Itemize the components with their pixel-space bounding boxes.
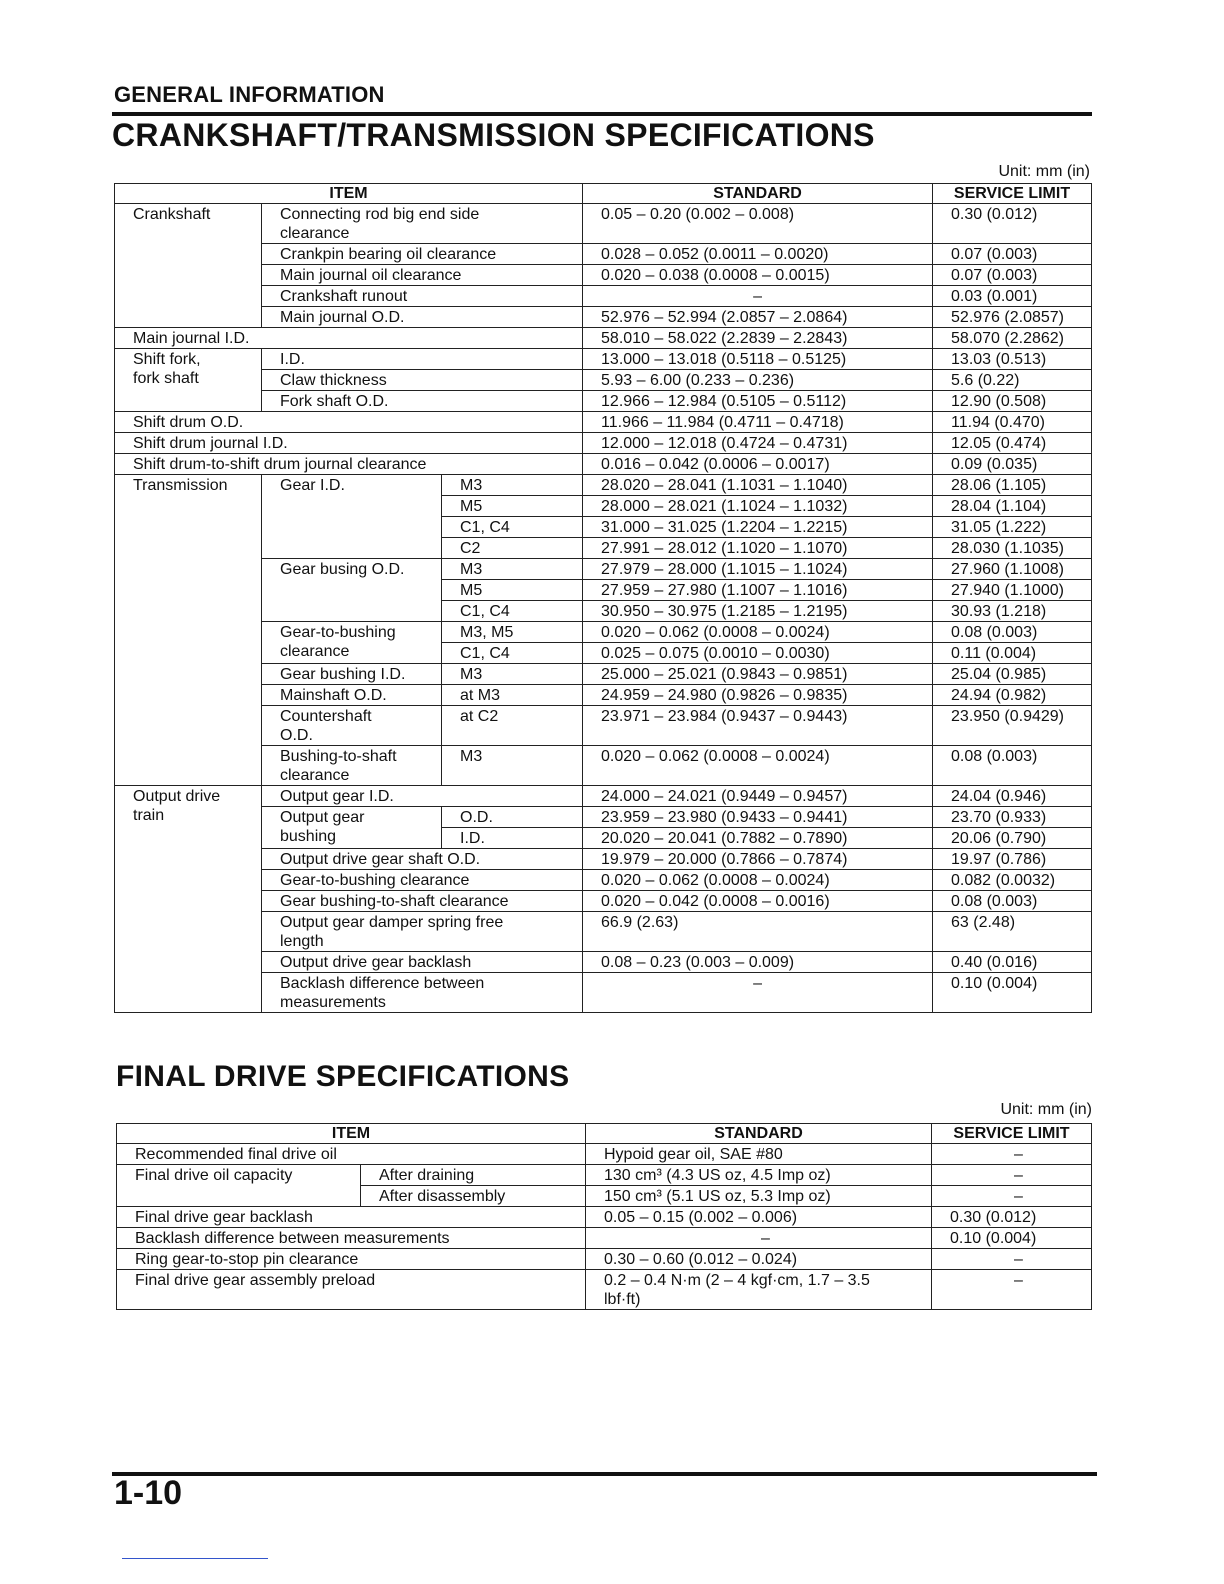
- table-row: [115, 244, 1092, 265]
- limit-cell: 24.94 (0.982): [933, 685, 1092, 706]
- item-cell: Main journal O.D.: [262, 307, 583, 328]
- limit-cell: 5.6 (0.22): [933, 370, 1092, 391]
- item-cell: Gear bushing I.D.: [262, 664, 442, 685]
- limit-cell: –: [932, 1165, 1092, 1186]
- standard-cell: 28.020 – 28.041 (1.1031 – 1.1040): [583, 475, 933, 496]
- item-cell: Final drive gear backlash: [117, 1207, 586, 1228]
- standard-cell: 0.05 – 0.15 (0.002 – 0.006): [586, 1207, 932, 1228]
- crankshaft-transmission-table: [114, 183, 1092, 1013]
- standard-cell: 0.028 – 0.052 (0.0011 – 0.0020): [583, 244, 933, 265]
- standard-cell: 0.2 – 0.4 N·m (2 – 4 kgf·cm, 1.7 – 3.5 lbf·ft): [586, 1270, 932, 1310]
- limit-cell: 12.05 (0.474): [933, 433, 1092, 454]
- table-row: [115, 307, 1092, 328]
- sub-item-cell: C1, C4: [442, 643, 583, 664]
- item-cell: I.D.: [262, 349, 583, 370]
- table-row: [115, 475, 1092, 496]
- standard-cell: 0.020 – 0.062 (0.0008 – 0.0024): [583, 746, 933, 786]
- standard-cell: Hypoid gear oil, SAE #80: [586, 1144, 932, 1165]
- unit-note: Unit: mm (in): [998, 163, 1090, 180]
- sub-item-cell: M5: [442, 496, 583, 517]
- standard-cell: 24.000 – 24.021 (0.9449 – 0.9457): [583, 786, 933, 807]
- item-cell: Gear-to-bushing clearance: [262, 622, 442, 664]
- standard-cell: 0.08 – 0.23 (0.003 – 0.009): [583, 952, 933, 973]
- table-row: [115, 849, 1092, 870]
- item-cell: Backlash difference between measurements: [117, 1228, 586, 1249]
- item-cell: Output drive gear backlash: [262, 952, 583, 973]
- limit-cell: 24.04 (0.946): [933, 786, 1092, 807]
- standard-cell: –: [586, 1228, 932, 1249]
- limit-cell: 30.93 (1.218): [933, 601, 1092, 622]
- group-label: Shift drum O.D.: [115, 412, 583, 433]
- table-row: [115, 370, 1092, 391]
- sub-item-cell: M3: [442, 664, 583, 685]
- limit-cell: 23.950 (0.9429): [933, 706, 1092, 746]
- item-cell: Gear I.D.: [262, 475, 442, 559]
- group-label: Transmission: [115, 475, 262, 786]
- standard-cell: 0.016 – 0.042 (0.0006 – 0.0017): [583, 454, 933, 475]
- table-row: [115, 286, 1092, 307]
- sub-item-cell: I.D.: [442, 828, 583, 849]
- limit-cell: 27.940 (1.1000): [933, 580, 1092, 601]
- column-header-item: ITEM: [115, 184, 583, 204]
- limit-cell: 20.06 (0.790): [933, 828, 1092, 849]
- item-cell: Output gear bushing: [262, 807, 442, 849]
- item-cell: Countershaft O.D.: [262, 706, 442, 746]
- limit-cell: 23.70 (0.933): [933, 807, 1092, 828]
- limit-cell: 11.94 (0.470): [933, 412, 1092, 433]
- table-row: [115, 204, 1092, 244]
- column-header-standard: STANDARD: [586, 1124, 932, 1144]
- page-number: 1-10: [114, 1474, 183, 1512]
- group-label: Main journal I.D.: [115, 328, 583, 349]
- limit-cell: 0.03 (0.001): [933, 286, 1092, 307]
- column-header-item: ITEM: [117, 1124, 586, 1144]
- item-cell: Backlash difference between measurements: [262, 973, 583, 1013]
- limit-cell: 63 (2.48): [933, 912, 1092, 952]
- standard-cell: 0.020 – 0.062 (0.0008 – 0.0024): [583, 622, 933, 643]
- limit-cell: –: [932, 1270, 1092, 1310]
- table-row: [115, 706, 1092, 746]
- item-cell: Crankshaft runout: [262, 286, 583, 307]
- item-cell: Bushing-to-shaft clearance: [262, 746, 442, 786]
- limit-cell: 0.09 (0.035): [933, 454, 1092, 475]
- sub-item-cell: C1, C4: [442, 517, 583, 538]
- header-rule: [112, 112, 1092, 116]
- item-cell: Gear bushing-to-shaft clearance: [262, 891, 583, 912]
- limit-cell: 0.08 (0.003): [933, 891, 1092, 912]
- standard-cell: 31.000 – 31.025 (1.2204 – 1.2215): [583, 517, 933, 538]
- limit-cell: 0.08 (0.003): [933, 622, 1092, 643]
- link-underline: [122, 1558, 268, 1559]
- column-header-service-limit: SERVICE LIMIT: [932, 1124, 1092, 1144]
- item-cell: Ring gear-to-stop pin clearance: [117, 1249, 586, 1270]
- standard-cell: –: [583, 973, 933, 1013]
- standard-cell: 12.000 – 12.018 (0.4724 – 0.4731): [583, 433, 933, 454]
- limit-cell: 0.30 (0.012): [933, 204, 1092, 244]
- limit-cell: 58.070 (2.2862): [933, 328, 1092, 349]
- group-label: Shift fork, fork shaft: [115, 349, 262, 412]
- standard-cell: 0.020 – 0.062 (0.0008 – 0.0024): [583, 870, 933, 891]
- standard-cell: 24.959 – 24.980 (0.9826 – 0.9835): [583, 685, 933, 706]
- unit-note: Unit: mm (in): [1000, 1101, 1092, 1118]
- table-row: [115, 973, 1092, 1013]
- table-row: [115, 664, 1092, 685]
- table-row: [117, 1270, 1092, 1310]
- standard-cell: 27.979 – 28.000 (1.1015 – 1.1024): [583, 559, 933, 580]
- limit-cell: 31.05 (1.222): [933, 517, 1092, 538]
- item-cell: Final drive gear assembly preload: [117, 1270, 586, 1310]
- standard-cell: 30.950 – 30.975 (1.2185 – 1.2195): [583, 601, 933, 622]
- group-label: Output drive train: [115, 786, 262, 1013]
- final-drive-table: [116, 1123, 1092, 1310]
- item-cell: Final drive oil capacity: [117, 1165, 361, 1207]
- table-row: [115, 412, 1092, 433]
- limit-cell: 0.40 (0.016): [933, 952, 1092, 973]
- limit-cell: 28.04 (1.104): [933, 496, 1092, 517]
- limit-cell: 19.97 (0.786): [933, 849, 1092, 870]
- table-header-row: [117, 1124, 1092, 1144]
- table-row: [115, 685, 1092, 706]
- item-cell: Gear busing O.D.: [262, 559, 442, 622]
- limit-cell: –: [932, 1249, 1092, 1270]
- sub-item-cell: M5: [442, 580, 583, 601]
- table-row: [115, 786, 1092, 807]
- table-row: [115, 952, 1092, 973]
- table-row: [115, 912, 1092, 952]
- sub-item-cell: M3: [442, 475, 583, 496]
- table-row: [115, 391, 1092, 412]
- table-row: [115, 559, 1092, 580]
- standard-cell: 28.000 – 28.021 (1.1024 – 1.1032): [583, 496, 933, 517]
- standard-cell: 0.020 – 0.038 (0.0008 – 0.0015): [583, 265, 933, 286]
- standard-cell: 0.05 – 0.20 (0.002 – 0.008): [583, 204, 933, 244]
- table-row: [115, 265, 1092, 286]
- table-row: [117, 1228, 1092, 1249]
- standard-cell: 11.966 – 11.984 (0.4711 – 0.4718): [583, 412, 933, 433]
- limit-cell: –: [932, 1186, 1092, 1207]
- standard-cell: 0.30 – 0.60 (0.012 – 0.024): [586, 1249, 932, 1270]
- item-cell: Recommended final drive oil: [117, 1144, 586, 1165]
- standard-cell: 19.979 – 20.000 (0.7866 – 0.7874): [583, 849, 933, 870]
- item-cell: Main journal oil clearance: [262, 265, 583, 286]
- limit-cell: 25.04 (0.985): [933, 664, 1092, 685]
- table-header-row: [115, 184, 1092, 204]
- column-header-service-limit: SERVICE LIMIT: [933, 184, 1092, 204]
- table-row: [115, 870, 1092, 891]
- table-row: [115, 349, 1092, 370]
- limit-cell: –: [932, 1144, 1092, 1165]
- item-cell: Claw thickness: [262, 370, 583, 391]
- standard-cell: 58.010 – 58.022 (2.2839 – 2.2843): [583, 328, 933, 349]
- limit-cell: 27.960 (1.1008): [933, 559, 1092, 580]
- group-label: Crankshaft: [115, 204, 262, 328]
- limit-cell: 0.10 (0.004): [933, 973, 1092, 1013]
- sub-item-cell: C2: [442, 538, 583, 559]
- table-row: [115, 746, 1092, 786]
- standard-cell: 52.976 – 52.994 (2.0857 – 2.0864): [583, 307, 933, 328]
- table-row: [117, 1165, 1092, 1186]
- limit-cell: 0.07 (0.003): [933, 244, 1092, 265]
- item-cell: Fork shaft O.D.: [262, 391, 583, 412]
- sub-item-cell: at C2: [442, 706, 583, 746]
- standard-cell: 25.000 – 25.021 (0.9843 – 0.9851): [583, 664, 933, 685]
- limit-cell: 12.90 (0.508): [933, 391, 1092, 412]
- table-row: [117, 1249, 1092, 1270]
- item-cell: Output gear damper spring free length: [262, 912, 583, 952]
- sub-item-cell: M3: [442, 559, 583, 580]
- standard-cell: –: [583, 286, 933, 307]
- group-label: Shift drum journal I.D.: [115, 433, 583, 454]
- item-cell: Crankpin bearing oil clearance: [262, 244, 583, 265]
- limit-cell: 13.03 (0.513): [933, 349, 1092, 370]
- limit-cell: 0.082 (0.0032): [933, 870, 1092, 891]
- standard-cell: 0.025 – 0.075 (0.0010 – 0.0030): [583, 643, 933, 664]
- crankshaft-transmission-title: CRANKSHAFT/TRANSMISSION SPECIFICATIONS: [112, 117, 875, 153]
- standard-cell: 12.966 – 12.984 (0.5105 – 0.5112): [583, 391, 933, 412]
- standard-cell: 23.959 – 23.980 (0.9433 – 0.9441): [583, 807, 933, 828]
- limit-cell: 0.07 (0.003): [933, 265, 1092, 286]
- item-cell: Connecting rod big end side clearance: [262, 204, 583, 244]
- standard-cell: 20.020 – 20.041 (0.7882 – 0.7890): [583, 828, 933, 849]
- sub-item-cell: C1, C4: [442, 601, 583, 622]
- standard-cell: 66.9 (2.63): [583, 912, 933, 952]
- standard-cell: 27.991 – 28.012 (1.1020 – 1.1070): [583, 538, 933, 559]
- standard-cell: 13.000 – 13.018 (0.5118 – 0.5125): [583, 349, 933, 370]
- footer-rule: [112, 1472, 1097, 1476]
- final-drive-title: FINAL DRIVE SPECIFICATIONS: [116, 1060, 570, 1093]
- standard-cell: 5.93 – 6.00 (0.233 – 0.236): [583, 370, 933, 391]
- table-row: [117, 1207, 1092, 1228]
- sub-item-cell: After draining: [361, 1165, 586, 1186]
- limit-cell: 0.08 (0.003): [933, 746, 1092, 786]
- sub-item-cell: M3: [442, 746, 583, 786]
- section-header: GENERAL INFORMATION: [114, 82, 385, 107]
- limit-cell: 0.11 (0.004): [933, 643, 1092, 664]
- column-header-standard: STANDARD: [583, 184, 933, 204]
- item-cell: Output gear I.D.: [262, 786, 583, 807]
- table-row: [115, 433, 1092, 454]
- sub-item-cell: M3, M5: [442, 622, 583, 643]
- item-cell: Mainshaft O.D.: [262, 685, 442, 706]
- item-cell: Output drive gear shaft O.D.: [262, 849, 583, 870]
- table-row: [115, 328, 1092, 349]
- standard-cell: 150 cm³ (5.1 US oz, 5.3 Imp oz): [586, 1186, 932, 1207]
- table-row: [115, 807, 1092, 828]
- sub-item-cell: O.D.: [442, 807, 583, 828]
- sub-item-cell: at M3: [442, 685, 583, 706]
- table-row: [115, 454, 1092, 475]
- limit-cell: 28.030 (1.1035): [933, 538, 1092, 559]
- table-row: [115, 622, 1092, 643]
- table-row: [115, 891, 1092, 912]
- limit-cell: 52.976 (2.0857): [933, 307, 1092, 328]
- standard-cell: 23.971 – 23.984 (0.9437 – 0.9443): [583, 706, 933, 746]
- sub-item-cell: After disassembly: [361, 1186, 586, 1207]
- limit-cell: 0.30 (0.012): [932, 1207, 1092, 1228]
- standard-cell: 27.959 – 27.980 (1.1007 – 1.1016): [583, 580, 933, 601]
- table-row: [117, 1144, 1092, 1165]
- limit-cell: 28.06 (1.105): [933, 475, 1092, 496]
- standard-cell: 0.020 – 0.042 (0.0008 – 0.0016): [583, 891, 933, 912]
- limit-cell: 0.10 (0.004): [932, 1228, 1092, 1249]
- group-label: Shift drum-to-shift drum journal clearance: [115, 454, 583, 475]
- item-cell: Gear-to-bushing clearance: [262, 870, 583, 891]
- standard-cell: 130 cm³ (4.3 US oz, 4.5 Imp oz): [586, 1165, 932, 1186]
